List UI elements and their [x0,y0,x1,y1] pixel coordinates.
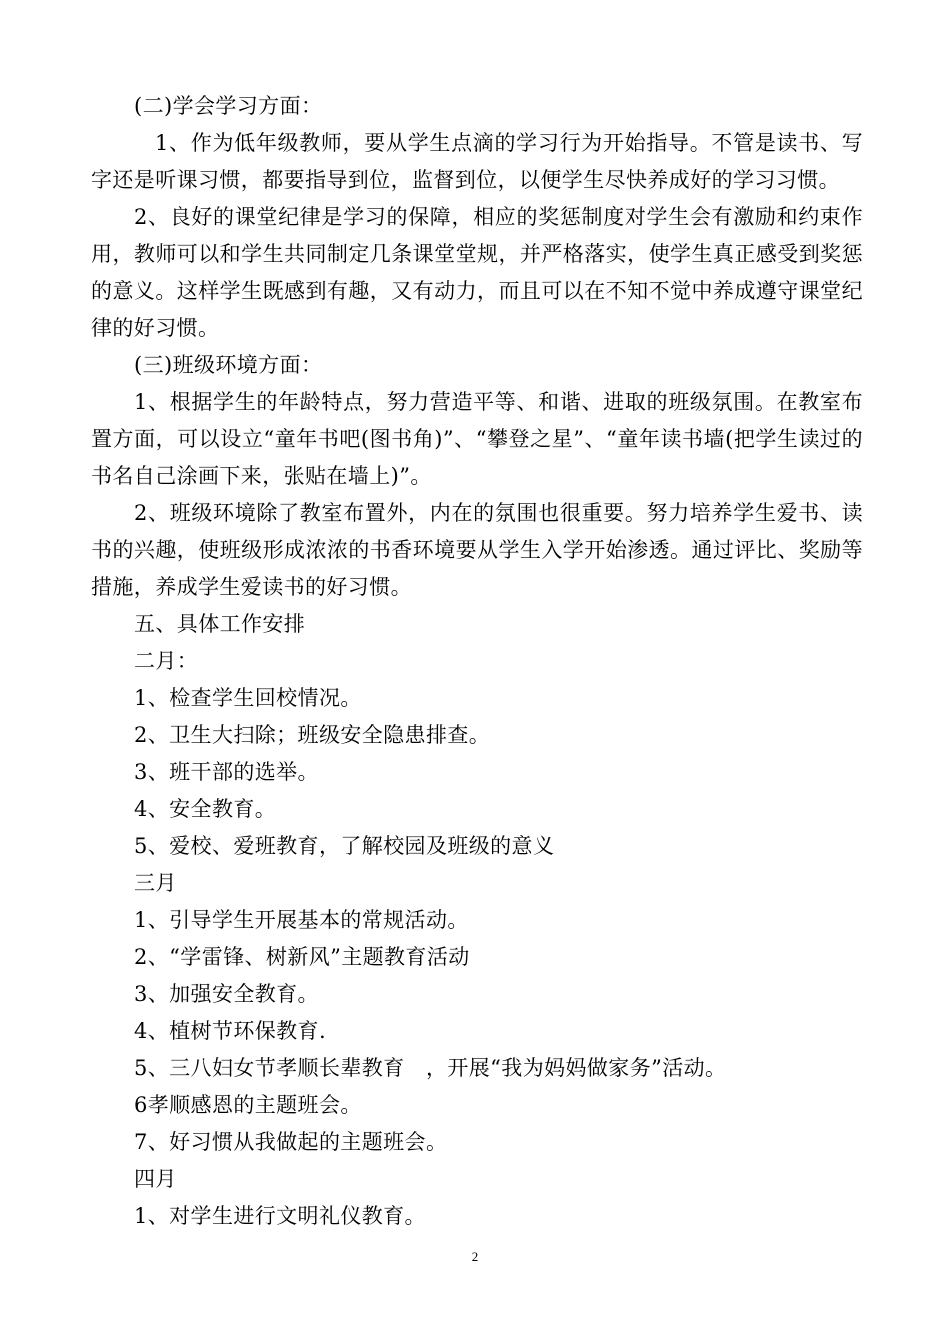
list-item: 4、植树节环保教育. [134,1019,327,1043]
list-item: 1、引导学生开展基本的常规活动。 [134,908,469,932]
month-heading-february: 二月： [134,649,199,673]
month-heading-april: 四月 [134,1167,177,1191]
list-item: 2、“学雷锋、树新风”主题教育活动 [134,945,470,969]
section-heading-schedule: 五、具体工作安排 [134,612,306,636]
section-heading-learning: (二)学会学习方面： [134,94,323,118]
document-body [91,88,863,1235]
list-item: 3、加强安全教育。 [134,982,319,1006]
list-item: 1、对学生进行文明礼仪教育。 [134,1204,426,1228]
list-item: 2、卫生大扫除；班级安全隐患排查。 [134,723,491,747]
list-item: 5、爱校、爱班教育，了解校园及班级的意义 [134,834,555,858]
section-heading-environment: (三)班级环境方面： [134,353,323,377]
paragraph-environment-2: 2、班级环境除了教室布置外，内在的氛围也很重要。努力培养学生爱书、读书的兴趣，使班级形成浓浓的书香环境要从学生入学开始渗透。通过评比、奖励等措施，养成学生爱读书的好习惯。 [91,501,863,599]
list-item: 5、三八妇女节孝顺长辈教育 ，开展“我为妈妈做家务”活动。 [134,1056,727,1080]
paragraph-environment-1: 1、根据学生的年龄特点，努力营造平等、和谐、进取的班级氛围。在教室布置方面，可以设立“童年书吧(图书角)”、“攀登之星”、“童年读书墙(把学生读过的书名自己涂画下来，张贴在墙上)”。 [91,390,863,488]
paragraph-learning-2: 2、良好的课堂纪律是学习的保障，相应的奖惩制度对学生会有激励和约束作用，教师可以和学生共同制定几条课堂堂规，并严格落实，使学生真正感受到奖惩的意义。这样学生既感到有趣，又有动力，而且可以在不知不觉中养成遵守课堂纪律的好习惯。 [91,205,863,340]
paragraph-learning-1: 1、作为低年级教师，要从学生点滴的学习行为开始指导。不管是读书、写字还是听课习惯，都要指导到位，监督到位，以便学生尽快养成好的学习习惯。 [91,131,863,192]
list-item: 3、班干部的选举。 [134,760,319,784]
list-item: 1、检查学生回校情况。 [134,686,362,710]
page-number: 2 [471,1249,479,1264]
list-item: 6孝顺感恩的主题班会。 [134,1093,362,1117]
list-item: 4、安全教育。 [134,797,277,821]
month-heading-march: 三月 [134,871,177,895]
list-item: 7、好习惯从我做起的主题班会。 [134,1130,448,1154]
